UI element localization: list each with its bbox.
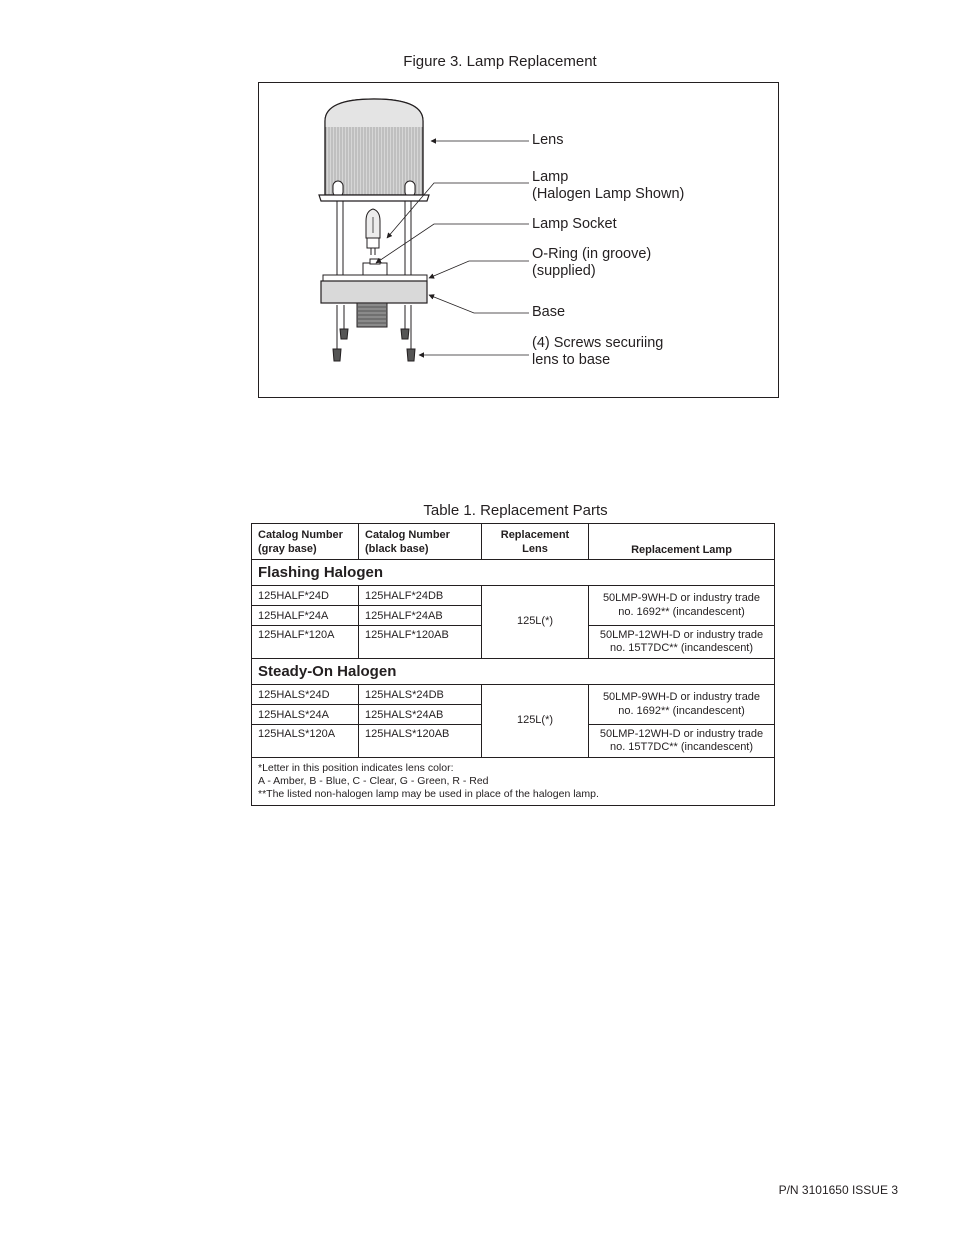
catalog-black-cell: 125HALF*24AB [359,606,482,626]
note-line: *Letter in this position indicates lens color: [258,762,454,774]
replacement-lamp-cell: 50LMP-9WH-D or industry trade no. 1692** (incandescent) [589,586,775,626]
section-header-row [252,560,775,586]
replacement-lamp-cell: 50LMP-9WH-D or industry trade no. 1692** (incandescent) [589,685,775,725]
replacement-lamp-cell: 50LMP-12WH-D or industry trade no. 15T7DC** (incandescent) [589,725,775,758]
section-header-row [252,659,775,685]
header-replacement-lens: Replacement Lens [482,524,589,560]
figure-caption: Figure 3. Lamp Replacement [403,53,597,70]
replacement-lamp-cell: 50LMP-12WH-D or industry trade no. 15T7DC** (incandescent) [589,626,775,659]
replacement-lens-cell: 125L(*) [482,685,589,758]
catalog-black-cell: 125HALF*24DB [359,586,482,606]
callout-lamp-socket: Lamp Socket [532,216,617,232]
catalog-gray-cell: 125HALF*24A [252,606,359,626]
replacement-parts-table [251,523,775,806]
lamp-socket-shape [363,263,387,275]
table-notes-row [252,758,775,806]
catalog-gray-cell: 125HALF*120A [252,626,359,659]
catalog-black-cell: 125HALS*24DB [359,685,482,705]
lens-shape [319,99,429,201]
callout-lamp: Lamp (Halogen Lamp Shown) [532,169,685,202]
page-footer: P/N 3101650 ISSUE 3 [778,1183,898,1197]
section-title: Steady-On Halogen [252,659,775,685]
callout-base: Base [532,304,566,320]
section-title: Flashing Halogen [252,560,775,586]
header-catalog-gray: Catalog Number (gray base) [252,524,359,560]
note-line: **The listed non-halogen lamp may be used in place of the halogen lamp. [258,788,599,800]
catalog-gray-cell: 125HALF*24D [252,586,359,606]
note-line: A - Amber, B - Blue, C - Clear, G - Green, R - Red [258,775,489,787]
lamp-replacement-figure [258,82,779,398]
table-notes [252,758,775,806]
catalog-gray-cell: 125HALS*24D [252,685,359,705]
table-caption: Table 1. Replacement Parts [423,502,608,519]
table-row [252,586,775,606]
header-replacement-lamp: Replacement Lamp [589,524,775,560]
catalog-black-cell: 125HALS*120AB [359,725,482,758]
callout-o-ring: O-Ring (in groove) (supplied) [532,246,652,279]
replacement-lens-cell: 125L(*) [482,586,589,659]
halogen-lamp-shape [366,209,380,255]
callout-screws: (4) Screws securiing lens to base [532,335,664,368]
table-header-row [252,524,775,560]
catalog-black-cell: 125HALS*24AB [359,705,482,725]
o-ring-shape [323,275,427,281]
table-row [252,685,775,705]
catalog-gray-cell: 125HALS*24A [252,705,359,725]
header-catalog-black: Catalog Number (black base) [359,524,482,560]
catalog-gray-cell: 125HALS*120A [252,725,359,758]
callout-lens: Lens [532,132,564,148]
lamp-exploded-drawing [259,83,780,399]
catalog-black-cell: 125HALF*120AB [359,626,482,659]
